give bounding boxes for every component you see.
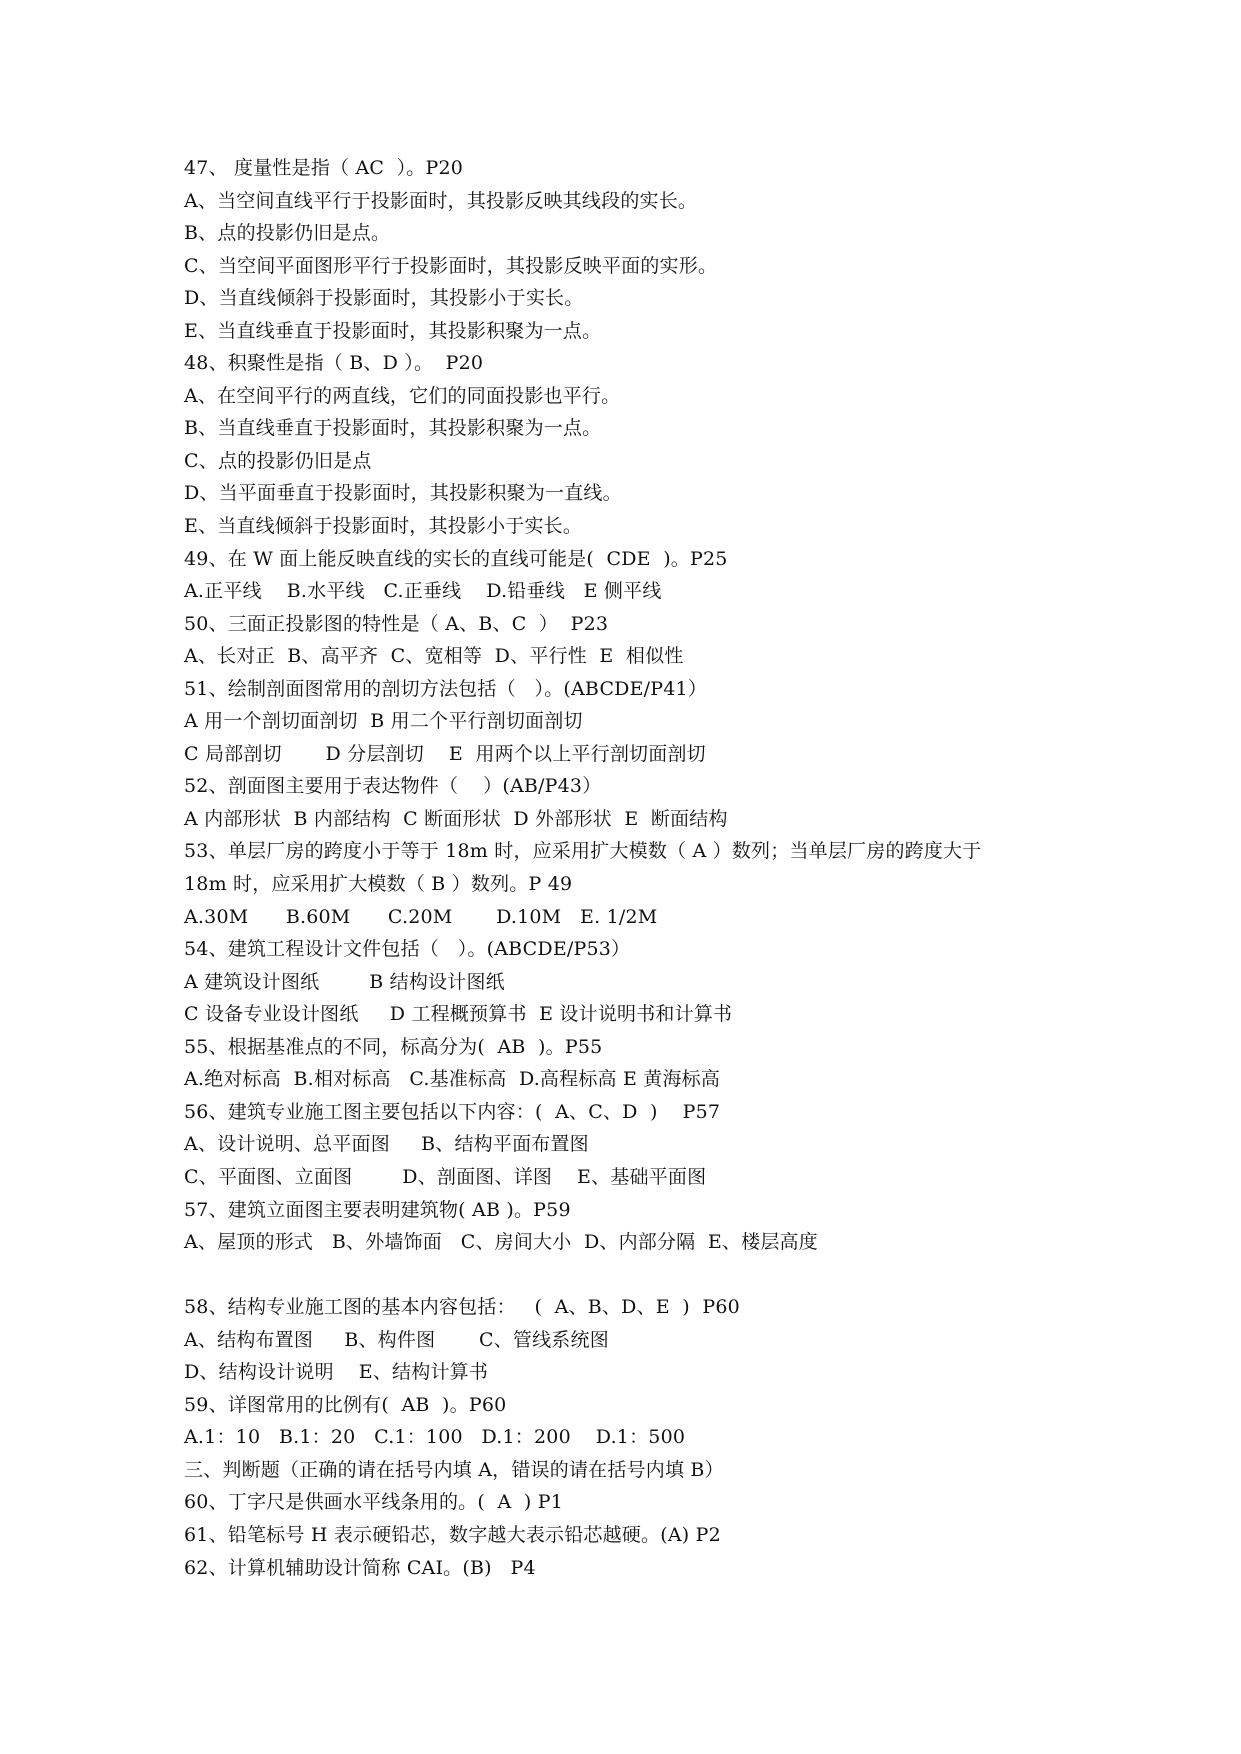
text-line: C 局部剖切 D 分层剖切 E 用两个以上平行剖切面剖切	[184, 742, 706, 765]
text-line: 三、判断题（正确的请在括号内填 A，错误的请在括号内填 B）	[184, 1458, 724, 1481]
document-body	[184, 152, 1084, 1584]
text-line: 18m 时，应采用扩大模数（ B ）数列。P 49	[184, 873, 573, 896]
text-line: 58、结构专业施工图的基本内容包括： ( A、B、D、E ) P60	[184, 1296, 740, 1319]
text-line: 47、 度量性是指（ AC ）。P20	[184, 157, 464, 179]
text-line: 62、计算机辅助设计简称 CAI。(B) P4	[184, 1556, 536, 1579]
text-line: E、当直线倾斜于投影面时，其投影小于实长。	[184, 515, 583, 538]
text-line: 53、单层厂房的跨度小于等于 18m 时，应采用扩大模数（ A ）数列；当单层厂房的跨度大于	[184, 840, 982, 863]
text-line: C、当空间平面图形平行于投影面时，其投影反映平面的实形。	[184, 254, 718, 277]
text-line: B、当直线垂直于投影面时，其投影积聚为一点。	[184, 417, 602, 440]
text-line: B、点的投影仍旧是点。	[184, 222, 391, 245]
text-line: E、当直线垂直于投影面时，其投影积聚为一点。	[184, 319, 602, 342]
text-line: 55、根据基准点的不同，标高分为( AB )。P55	[184, 1035, 603, 1058]
text-line: C、点的投影仍旧是点	[184, 449, 372, 472]
text-line: A、结构布置图 B、构件图 C、管线系统图	[184, 1328, 609, 1351]
text-line: 48、积聚性是指（ B、D ）。 P20	[184, 352, 484, 375]
text-line: C 设备专业设计图纸 D 工程概预算书 E 设计说明书和计算书	[184, 1003, 733, 1026]
blank-line	[184, 1259, 1084, 1292]
text-line: 50、三面正投影图的特性是（ A、B、C ） P23	[184, 612, 609, 635]
text-line: C、平面图、立面图 D、剖面图、详图 E、基础平面图	[184, 1165, 707, 1188]
text-line: 49、在 W 面上能反映直线的实长的直线可能是( CDE )。P25	[184, 547, 728, 570]
text-line: A、屋顶的形式 B、外墙饰面 C、房间大小 D、内部分隔 E、楼层高度	[184, 1231, 818, 1254]
text-line: 56、建筑专业施工图主要包括以下内容：( A、C、D ) P57	[184, 1100, 721, 1123]
text-line: A、当空间直线平行于投影面时，其投影反映其线段的实长。	[184, 189, 698, 212]
text-line: A.30M B.60M C.20M D.10M E. 1/2M	[184, 905, 658, 928]
text-line: A 内部形状 B 内部结构 C 断面形状 D 外部形状 E 断面结构	[184, 807, 728, 830]
text-line: A.绝对标高 B.相对标高 C.基准标高 D.高程标高 E 黄海标高	[184, 1068, 721, 1091]
text-line: 59、详图常用的比例有( AB )。P60	[184, 1393, 507, 1416]
text-line: D、结构设计说明 E、结构计算书	[184, 1361, 489, 1384]
text-line: 52、剖面图主要用于表达物件（ ）(AB/P43）	[184, 775, 602, 798]
text-line: A、设计说明、总平面图 B、结构平面布置图	[184, 1133, 589, 1156]
text-line: D、当直线倾斜于投影面时，其投影小于实长。	[184, 287, 584, 310]
text-line: 51、绘制剖面图常用的剖切方法包括（ ）。(ABCDE/P41）	[184, 677, 708, 700]
text-line: A 用一个剖切面剖切 B 用二个平行剖切面剖切	[184, 710, 583, 733]
text-line: A 建筑设计图纸 B 结构设计图纸	[184, 970, 505, 993]
text-line: 60、丁字尺是供画水平线条用的。( A ) P1	[184, 1491, 563, 1514]
text-line: A、在空间平行的两直线，它们的同面投影也平行。	[184, 384, 621, 407]
text-line: 54、建筑工程设计文件包括（ ）。(ABCDE/P53）	[184, 938, 631, 961]
text-line: A.正平线 B.水平线 C.正垂线 D.铅垂线 E 侧平线	[184, 580, 662, 603]
text-line: D、当平面垂直于投影面时，其投影积聚为一直线。	[184, 482, 622, 505]
text-line: A.1：10 B.1：20 C.1：100 D.1：200 D.1：500	[184, 1426, 686, 1449]
text-line: A、长对正 B、高平齐 C、宽相等 D、平行性 E 相似性	[184, 645, 684, 668]
text-line: 61、铅笔标号 H 表示硬铅芯，数字越大表示铅芯越硬。(A) P2	[184, 1523, 721, 1546]
text-line: 57、建筑立面图主要表明建筑物( AB )。P59	[184, 1198, 571, 1221]
